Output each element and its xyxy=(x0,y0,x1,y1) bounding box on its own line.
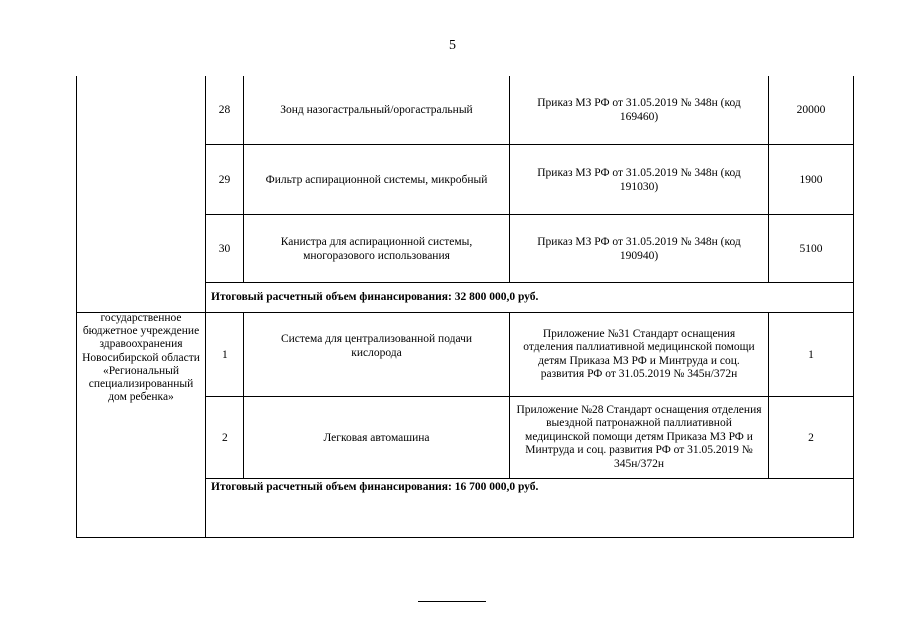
table-row-basis: Приказ МЗ РФ от 31.05.2019 № 348н (код 191030) xyxy=(537,166,741,193)
table-row-qty: 5100 xyxy=(799,242,823,255)
table-row-qty: 1900 xyxy=(799,173,823,186)
table-row-qty: 2 xyxy=(808,431,814,444)
page-number: 5 xyxy=(449,38,456,53)
row-divider xyxy=(206,282,854,283)
table-border-left xyxy=(76,76,77,538)
table-row-num: 28 xyxy=(218,104,231,116)
table-row-num: 29 xyxy=(218,173,231,186)
table-row-name: Система для централизованной подачи кислорода xyxy=(280,333,473,359)
row-divider xyxy=(206,478,854,479)
table-row-name: Канистра для аспирационной системы, многоразового использования xyxy=(280,235,473,262)
table-row-basis: Приложение №31 Стандарт оснащения отделения паллиативной медицинской помощи детям Приказа МЗ РФ и Минтруда и соц. развития РФ от 31.05.2019 № 345н/372н xyxy=(523,327,755,380)
table-border-right xyxy=(853,76,854,538)
institution-name: государственное бюджетное учреждение здравоохранения Новосибирской области «Региональный специализированный дом ребенка» xyxy=(82,312,200,404)
section-total: Итоговый расчетный объем финансирования: 16 700 000,0 руб. xyxy=(211,481,539,493)
table-row-basis: Приказ МЗ РФ от 31.05.2019 № 348н (код 190940) xyxy=(537,235,741,262)
table-row-name: Легковая автомашина xyxy=(323,431,430,444)
table-row-num: 30 xyxy=(218,242,231,255)
table-row-name: Фильтр аспирационной системы, микробный xyxy=(265,173,488,186)
table-row-name: Зонд назогастральный/орогастральный xyxy=(280,104,473,116)
table-row-num: 1 xyxy=(222,348,228,361)
table-row-qty: 1 xyxy=(808,348,814,361)
financing-table xyxy=(76,76,854,538)
table-row-qty: 20000 xyxy=(796,104,826,116)
table-row-basis: Приказ МЗ РФ от 31.05.2019 № 348н (код 169460) xyxy=(537,97,741,123)
table-row-basis: Приложение №28 Стандарт оснащения отделения выездной патронажной паллиативной медицинской помощи детям Приказа МЗ РФ и Минтруда и соц. развития РФ от 31.05.2019 № 345н/372н xyxy=(516,403,762,470)
table-row-num: 2 xyxy=(222,431,228,444)
table-border-bottom xyxy=(76,537,854,538)
footer-separator xyxy=(418,601,486,602)
section-total: Итоговый расчетный объем финансирования: 32 800 000,0 руб. xyxy=(211,291,539,303)
